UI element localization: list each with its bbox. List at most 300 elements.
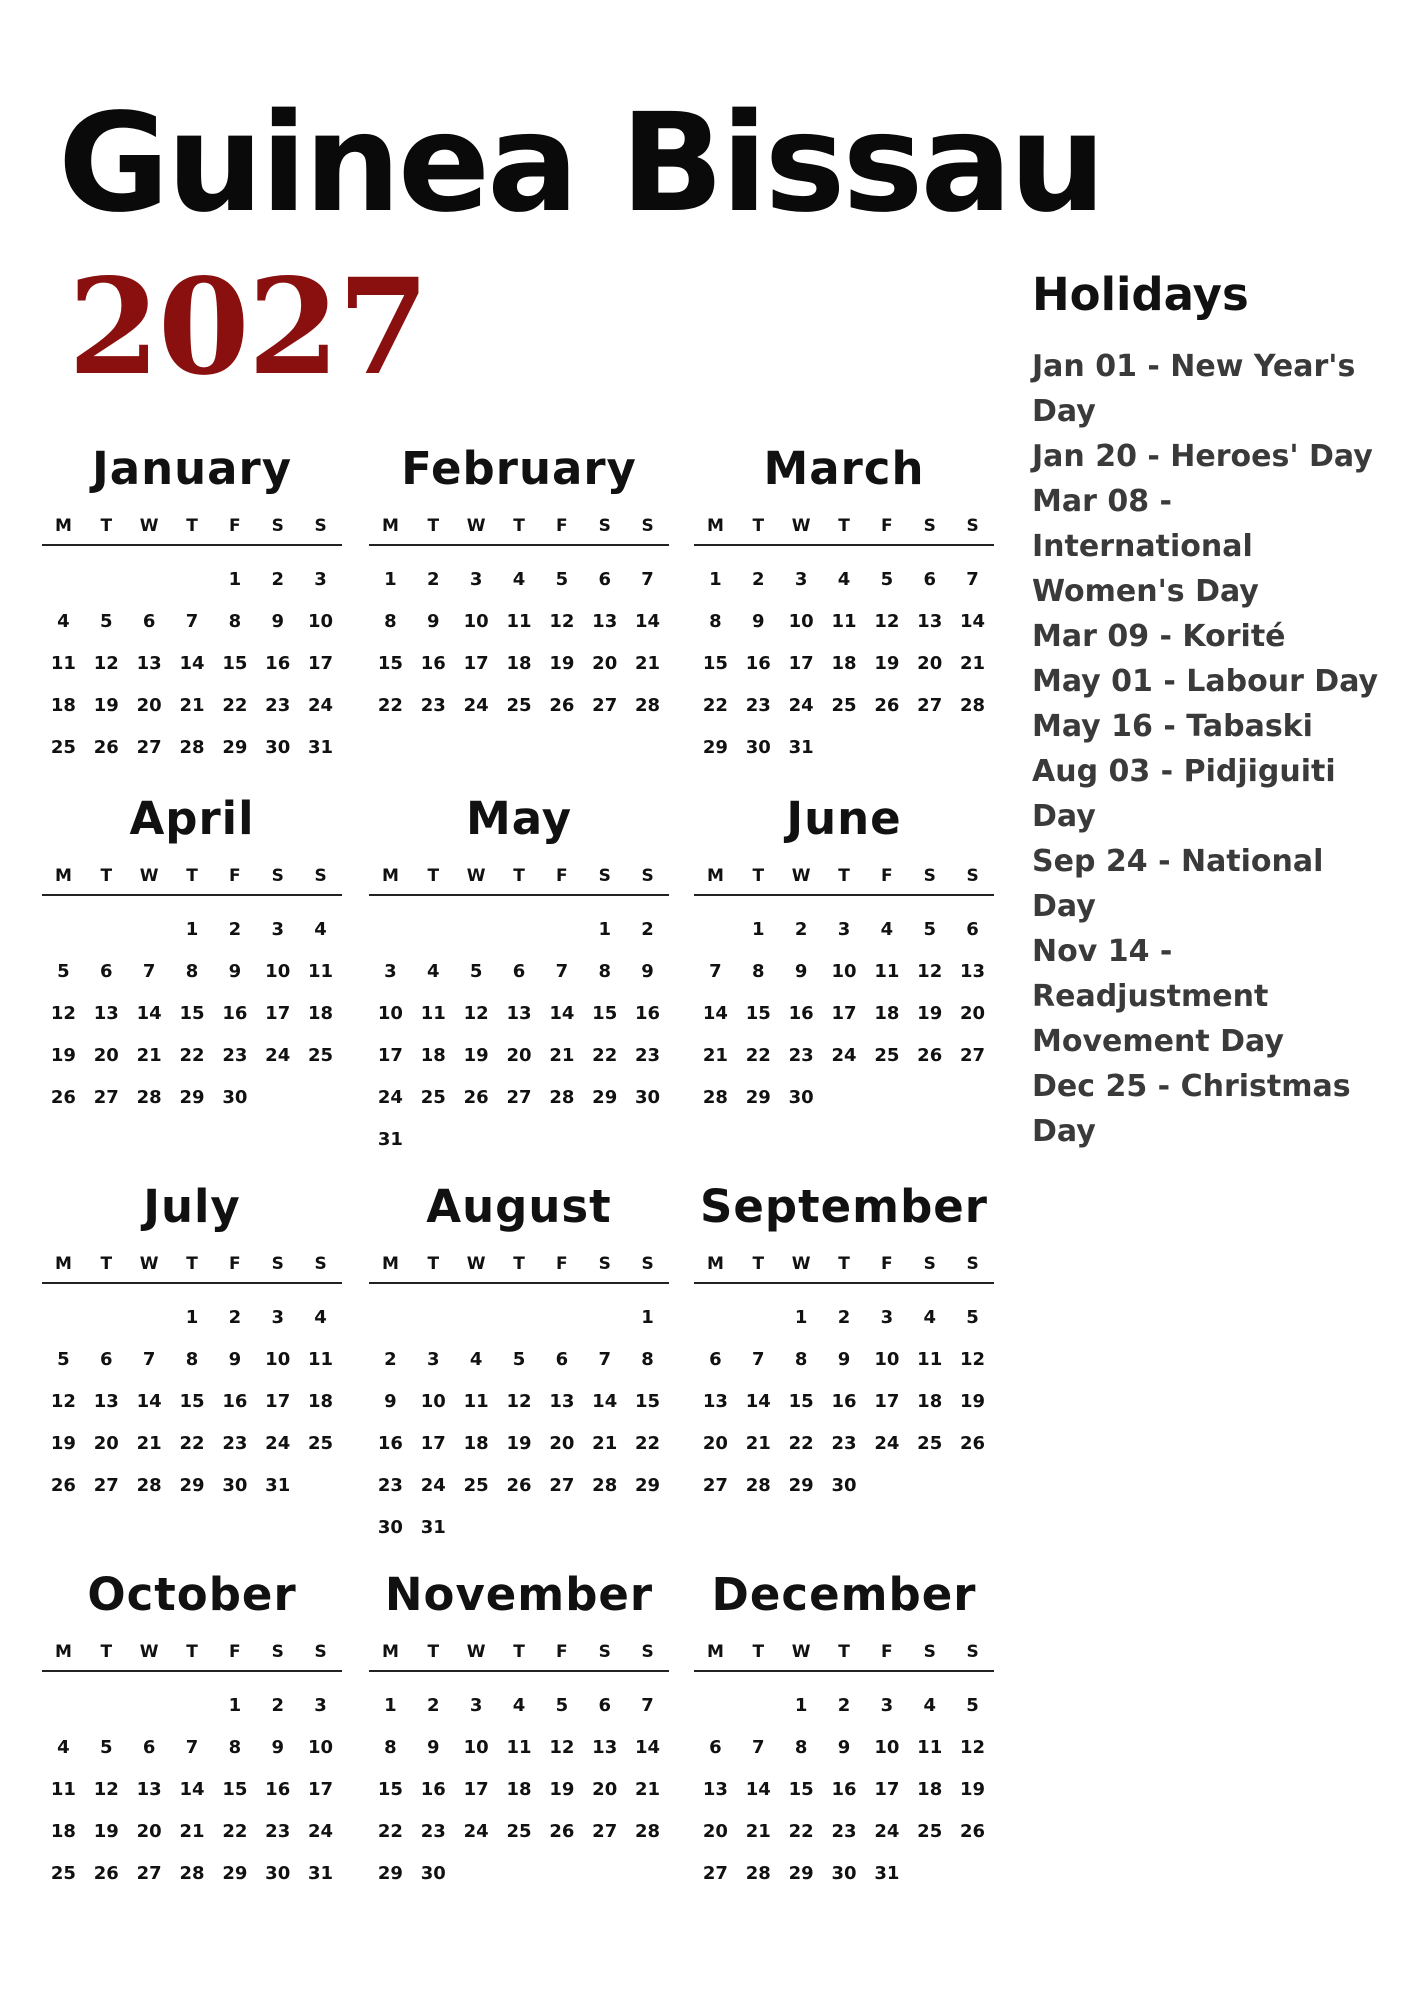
day-cell: 4: [923, 1306, 936, 1328]
day-cell: 25: [506, 694, 532, 716]
weekday-label: W: [466, 1254, 486, 1274]
day-cell: 29: [788, 1862, 814, 1884]
weekday-label: T: [838, 1254, 850, 1274]
day-cell: 29: [222, 1862, 248, 1884]
weekday-header: [694, 1642, 994, 1672]
day-cell: 31: [874, 1862, 900, 1884]
day-cell: 17: [377, 1044, 403, 1066]
weekday-label: S: [966, 1642, 979, 1662]
day-cell: 15: [179, 1002, 205, 1024]
day-cell: 13: [93, 1002, 119, 1024]
day-cell: 7: [752, 1348, 765, 1370]
day-cell: 20: [93, 1432, 119, 1454]
day-cell: 2: [427, 1694, 440, 1716]
weekday-label: S: [314, 516, 327, 536]
day-cell: 30: [420, 1862, 446, 1884]
weekday-label: S: [966, 1254, 979, 1274]
weekday-label: F: [229, 1642, 241, 1662]
day-cell: 25: [308, 1044, 334, 1066]
day-cell: 17: [463, 652, 489, 674]
day-cell: 30: [222, 1474, 248, 1496]
day-cell: 27: [702, 1474, 728, 1496]
weekday-label: W: [466, 516, 486, 536]
day-cell: 3: [880, 1694, 894, 1716]
day-cell: 3: [794, 568, 808, 590]
weekday-label: S: [598, 1642, 611, 1662]
day-cell: 15: [788, 1778, 814, 1800]
day-cell: 16: [265, 652, 291, 674]
day-cell: 22: [179, 1044, 205, 1066]
day-cell: 19: [549, 652, 575, 674]
day-cell: 28: [549, 1086, 575, 1108]
day-cell: 20: [702, 1820, 728, 1842]
day-cell: 3: [271, 1306, 284, 1328]
weekday-label: S: [923, 1254, 936, 1274]
day-cell: 14: [179, 652, 205, 674]
day-cell: 11: [308, 1348, 334, 1370]
day-cell: 12: [50, 1390, 76, 1412]
day-cell: 30: [265, 736, 291, 758]
weekday-header: [42, 866, 342, 896]
day-cell: 22: [702, 694, 728, 716]
day-cell: 12: [874, 610, 900, 632]
day-cell: 24: [788, 694, 814, 716]
day-cell: 26: [506, 1474, 532, 1496]
day-cell: 12: [549, 1736, 575, 1758]
weekday-label: M: [54, 866, 72, 886]
weekday-label: S: [966, 866, 979, 886]
day-cell: 4: [57, 1736, 70, 1758]
day-cell: 30: [788, 1086, 814, 1108]
day-cell: 16: [222, 1390, 248, 1412]
day-cell: 5: [469, 960, 483, 982]
weekday-label: M: [54, 516, 72, 536]
day-cell: 18: [506, 1778, 532, 1800]
day-cell: 30: [831, 1862, 857, 1884]
day-cell: 27: [960, 1044, 986, 1066]
day-cell: 22: [635, 1432, 661, 1454]
day-cell: 29: [635, 1474, 661, 1496]
day-cell: 26: [874, 694, 900, 716]
day-cell: 8: [185, 960, 199, 982]
day-grid: [694, 1672, 994, 1894]
day-cell: 2: [837, 1306, 851, 1328]
holiday-item: Sep 24 - National Day: [1032, 843, 1324, 924]
day-cell: 18: [308, 1390, 334, 1412]
day-cell: 24: [308, 694, 334, 716]
day-cell: 29: [179, 1474, 205, 1496]
day-cell: 7: [966, 568, 979, 590]
weekday-label: S: [271, 866, 284, 886]
day-cell: 4: [880, 918, 894, 940]
day-cell: 8: [641, 1348, 654, 1370]
day-cell: 1: [185, 918, 199, 940]
day-cell: 19: [506, 1432, 532, 1454]
day-cell: 7: [185, 610, 199, 632]
day-cell: 4: [512, 1694, 526, 1716]
day-cell: 21: [179, 694, 205, 716]
weekday-label: S: [598, 1254, 611, 1274]
day-cell: 2: [271, 1694, 284, 1716]
day-cell: 16: [635, 1002, 661, 1024]
day-cell: 8: [752, 960, 765, 982]
day-cell: 26: [93, 1862, 119, 1884]
day-cell: 30: [377, 1516, 403, 1538]
day-grid: [42, 1284, 342, 1506]
day-cell: 6: [142, 610, 156, 632]
weekday-label: S: [641, 1642, 654, 1662]
day-cell: 24: [463, 1820, 489, 1842]
weekday-header: [369, 866, 669, 896]
day-cell: 12: [506, 1390, 532, 1412]
day-cell: 21: [745, 1432, 771, 1454]
day-cell: 25: [463, 1474, 489, 1496]
day-cell: 10: [874, 1348, 900, 1370]
day-cell: 2: [752, 568, 765, 590]
weekday-label: T: [513, 866, 525, 886]
day-cell: 11: [463, 1390, 489, 1412]
day-cell: 12: [463, 1002, 489, 1024]
day-cell: 14: [745, 1390, 771, 1412]
day-cell: 11: [420, 1002, 446, 1024]
day-cell: 15: [702, 652, 728, 674]
day-cell: 5: [966, 1306, 979, 1328]
day-cell: 25: [506, 1820, 532, 1842]
day-cell: 18: [506, 652, 532, 674]
day-cell: 4: [469, 1348, 483, 1370]
day-cell: 31: [265, 1474, 291, 1496]
day-cell: 12: [50, 1002, 76, 1024]
day-cell: 28: [635, 694, 661, 716]
day-cell: 15: [592, 1002, 618, 1024]
day-cell: 14: [635, 610, 661, 632]
day-cell: 10: [377, 1002, 403, 1024]
day-cell: 26: [50, 1474, 76, 1496]
day-cell: 13: [549, 1390, 575, 1412]
day-cell: 2: [228, 1306, 242, 1328]
day-cell: 22: [179, 1432, 205, 1454]
day-cell: 30: [831, 1474, 857, 1496]
day-cell: 27: [93, 1086, 119, 1108]
day-grid: [369, 546, 669, 726]
day-cell: 29: [377, 1862, 403, 1884]
day-cell: 21: [702, 1044, 728, 1066]
weekday-label: T: [752, 1642, 765, 1662]
page-title: Guinea Bissau: [58, 85, 1104, 243]
day-cell: 25: [874, 1044, 900, 1066]
weekday-header: [42, 516, 342, 546]
weekday-label: M: [54, 1254, 72, 1274]
day-cell: 8: [384, 1736, 397, 1758]
month-name: September: [700, 1180, 988, 1233]
holiday-item: Aug 03 - Pidjiguiti Day: [1032, 753, 1336, 834]
day-cell: 17: [788, 652, 814, 674]
day-cell: 27: [136, 736, 162, 758]
weekday-label: T: [752, 516, 765, 536]
weekday-label: T: [838, 1642, 850, 1662]
day-cell: 9: [384, 1390, 397, 1412]
weekday-label: T: [186, 1254, 198, 1274]
weekday-label: F: [881, 1642, 893, 1662]
day-cell: 6: [100, 960, 113, 982]
weekday-label: F: [556, 1254, 568, 1274]
day-cell: 31: [788, 736, 814, 758]
month-august: [369, 1180, 669, 1548]
day-cell: 28: [136, 1086, 162, 1108]
weekday-label: M: [381, 866, 399, 886]
day-cell: 9: [271, 1736, 284, 1758]
day-cell: 28: [745, 1862, 771, 1884]
month-june: [694, 792, 994, 1118]
day-cell: 18: [420, 1044, 446, 1066]
day-cell: 11: [831, 610, 857, 632]
day-cell: 21: [136, 1044, 162, 1066]
month-march: [694, 442, 994, 768]
day-cell: 25: [420, 1086, 446, 1108]
day-cell: 24: [265, 1044, 291, 1066]
day-cell: 19: [960, 1778, 986, 1800]
day-cell: 9: [228, 1348, 242, 1370]
weekday-label: M: [706, 1254, 724, 1274]
weekday-label: S: [641, 866, 654, 886]
day-cell: 26: [549, 1820, 575, 1842]
day-cell: 16: [788, 1002, 814, 1024]
day-cell: 17: [308, 652, 334, 674]
day-cell: 9: [228, 960, 242, 982]
day-cell: 7: [555, 960, 569, 982]
day-cell: 12: [960, 1348, 986, 1370]
day-cell: 16: [420, 1778, 446, 1800]
day-cell: 17: [463, 1778, 489, 1800]
weekday-label: T: [427, 866, 440, 886]
day-cell: 9: [837, 1348, 851, 1370]
day-cell: 6: [966, 918, 979, 940]
day-cell: 10: [463, 1736, 489, 1758]
weekday-label: W: [466, 1642, 486, 1662]
day-grid: [694, 1284, 994, 1506]
day-cell: 1: [794, 1306, 808, 1328]
weekday-label: T: [752, 1254, 765, 1274]
month-name: June: [786, 792, 902, 845]
day-cell: 5: [57, 960, 70, 982]
day-cell: 17: [308, 1778, 334, 1800]
weekday-label: T: [427, 1254, 440, 1274]
day-cell: 18: [308, 1002, 334, 1024]
day-cell: 15: [788, 1390, 814, 1412]
day-cell: 27: [506, 1086, 532, 1108]
weekday-label: T: [838, 516, 850, 536]
weekday-label: W: [139, 1642, 159, 1662]
day-cell: 22: [222, 1820, 248, 1842]
day-cell: 20: [136, 694, 162, 716]
weekday-label: S: [314, 1642, 327, 1662]
day-cell: 31: [377, 1128, 403, 1150]
day-cell: 25: [831, 694, 857, 716]
day-cell: 13: [702, 1390, 728, 1412]
day-cell: 1: [384, 1694, 397, 1716]
day-cell: 19: [50, 1044, 76, 1066]
day-cell: 28: [136, 1474, 162, 1496]
day-cell: 23: [420, 1820, 446, 1842]
day-cell: 28: [179, 736, 205, 758]
day-cell: 19: [50, 1432, 76, 1454]
month-name: November: [384, 1568, 654, 1621]
day-cell: 6: [598, 568, 611, 590]
weekday-label: M: [381, 1642, 399, 1662]
weekday-label: F: [556, 1642, 568, 1662]
day-cell: 15: [377, 1778, 403, 1800]
weekday-label: F: [881, 516, 893, 536]
day-cell: 27: [917, 694, 943, 716]
day-cell: 20: [960, 1002, 986, 1024]
day-cell: 29: [179, 1086, 205, 1108]
day-cell: 25: [917, 1820, 943, 1842]
weekday-header: [694, 516, 994, 546]
weekday-label: F: [229, 516, 241, 536]
day-cell: 4: [512, 568, 526, 590]
holidays-title: Holidays: [1032, 268, 1249, 321]
day-cell: 17: [874, 1390, 900, 1412]
month-july: [42, 1180, 342, 1506]
day-cell: 17: [265, 1390, 291, 1412]
day-cell: 16: [420, 652, 446, 674]
day-cell: 17: [265, 1002, 291, 1024]
day-cell: 11: [917, 1736, 943, 1758]
weekday-label: T: [186, 866, 198, 886]
day-cell: 29: [745, 1086, 771, 1108]
weekday-label: F: [881, 1254, 893, 1274]
day-grid: [694, 896, 994, 1118]
day-cell: 6: [923, 568, 936, 590]
day-cell: 12: [917, 960, 943, 982]
day-cell: 20: [93, 1044, 119, 1066]
day-cell: 27: [549, 1474, 575, 1496]
day-cell: 25: [50, 736, 76, 758]
day-cell: 2: [271, 568, 284, 590]
holiday-item: Jan 01 - New Year's Day: [1032, 348, 1356, 429]
day-cell: 24: [874, 1820, 900, 1842]
day-cell: 17: [874, 1778, 900, 1800]
day-cell: 10: [831, 960, 857, 982]
weekday-label: T: [100, 516, 113, 536]
day-cell: 13: [136, 652, 162, 674]
day-cell: 11: [874, 960, 900, 982]
month-name: April: [129, 792, 255, 845]
day-cell: 16: [265, 1778, 291, 1800]
day-cell: 3: [469, 1694, 483, 1716]
day-cell: 24: [463, 694, 489, 716]
day-cell: 23: [420, 694, 446, 716]
day-grid: [42, 546, 342, 768]
day-cell: 12: [93, 652, 119, 674]
weekday-label: T: [427, 1642, 440, 1662]
day-cell: 28: [745, 1474, 771, 1496]
weekday-label: W: [466, 866, 486, 886]
weekday-label: S: [923, 1642, 936, 1662]
day-cell: 13: [506, 1002, 532, 1024]
day-cell: 20: [549, 1432, 575, 1454]
day-cell: 20: [917, 652, 943, 674]
day-cell: 22: [788, 1820, 814, 1842]
day-cell: 6: [100, 1348, 113, 1370]
weekday-label: S: [271, 516, 284, 536]
day-cell: 9: [641, 960, 654, 982]
day-cell: 12: [960, 1736, 986, 1758]
day-cell: 15: [635, 1390, 661, 1412]
day-cell: 3: [837, 918, 851, 940]
day-cell: 22: [592, 1044, 618, 1066]
day-cell: 3: [314, 568, 327, 590]
month-name: August: [426, 1180, 612, 1233]
day-cell: 18: [874, 1002, 900, 1024]
day-cell: 10: [788, 610, 814, 632]
weekday-header: [369, 1254, 669, 1284]
day-cell: 18: [917, 1778, 943, 1800]
holiday-item: Mar 09 - Korité: [1032, 618, 1286, 654]
day-cell: 1: [228, 1694, 242, 1716]
day-cell: 26: [50, 1086, 76, 1108]
weekday-header: [369, 1642, 669, 1672]
weekday-label: S: [923, 866, 936, 886]
month-name: October: [87, 1568, 297, 1621]
day-cell: 11: [308, 960, 334, 982]
day-cell: 10: [420, 1390, 446, 1412]
day-cell: 5: [880, 568, 894, 590]
day-cell: 10: [265, 1348, 291, 1370]
day-cell: 23: [831, 1432, 857, 1454]
day-cell: 20: [592, 1778, 618, 1800]
day-cell: 28: [179, 1862, 205, 1884]
day-cell: 24: [874, 1432, 900, 1454]
day-cell: 24: [377, 1086, 403, 1108]
day-cell: 4: [314, 918, 327, 940]
month-october: [42, 1568, 342, 1894]
day-grid: [369, 1284, 669, 1548]
day-cell: 15: [377, 652, 403, 674]
day-cell: 12: [93, 1778, 119, 1800]
day-cell: 6: [709, 1736, 722, 1758]
weekday-header: [42, 1254, 342, 1284]
weekday-label: M: [381, 1254, 399, 1274]
holiday-item: May 16 - Tabaski: [1032, 708, 1313, 744]
weekday-header: [42, 1642, 342, 1672]
weekday-label: S: [598, 866, 611, 886]
month-name: July: [143, 1180, 241, 1233]
month-february: [369, 442, 669, 726]
day-cell: 10: [463, 610, 489, 632]
day-cell: 8: [598, 960, 611, 982]
day-cell: 14: [702, 1002, 728, 1024]
month-name: December: [711, 1568, 977, 1621]
day-cell: 18: [463, 1432, 489, 1454]
weekday-label: T: [100, 866, 113, 886]
day-grid: [694, 546, 994, 768]
day-cell: 16: [745, 652, 771, 674]
day-cell: 26: [917, 1044, 943, 1066]
holiday-item: Dec 25 - Christmas Day: [1032, 1068, 1351, 1149]
day-cell: 26: [960, 1820, 986, 1842]
day-cell: 19: [93, 694, 119, 716]
day-cell: 6: [142, 1736, 156, 1758]
day-cell: 1: [641, 1306, 654, 1328]
weekday-label: M: [706, 1642, 724, 1662]
month-november: [369, 1568, 669, 1894]
day-grid: [369, 1672, 669, 1894]
day-cell: 4: [57, 610, 70, 632]
weekday-header: [694, 1254, 994, 1284]
month-name: May: [465, 792, 573, 845]
day-cell: 20: [506, 1044, 532, 1066]
